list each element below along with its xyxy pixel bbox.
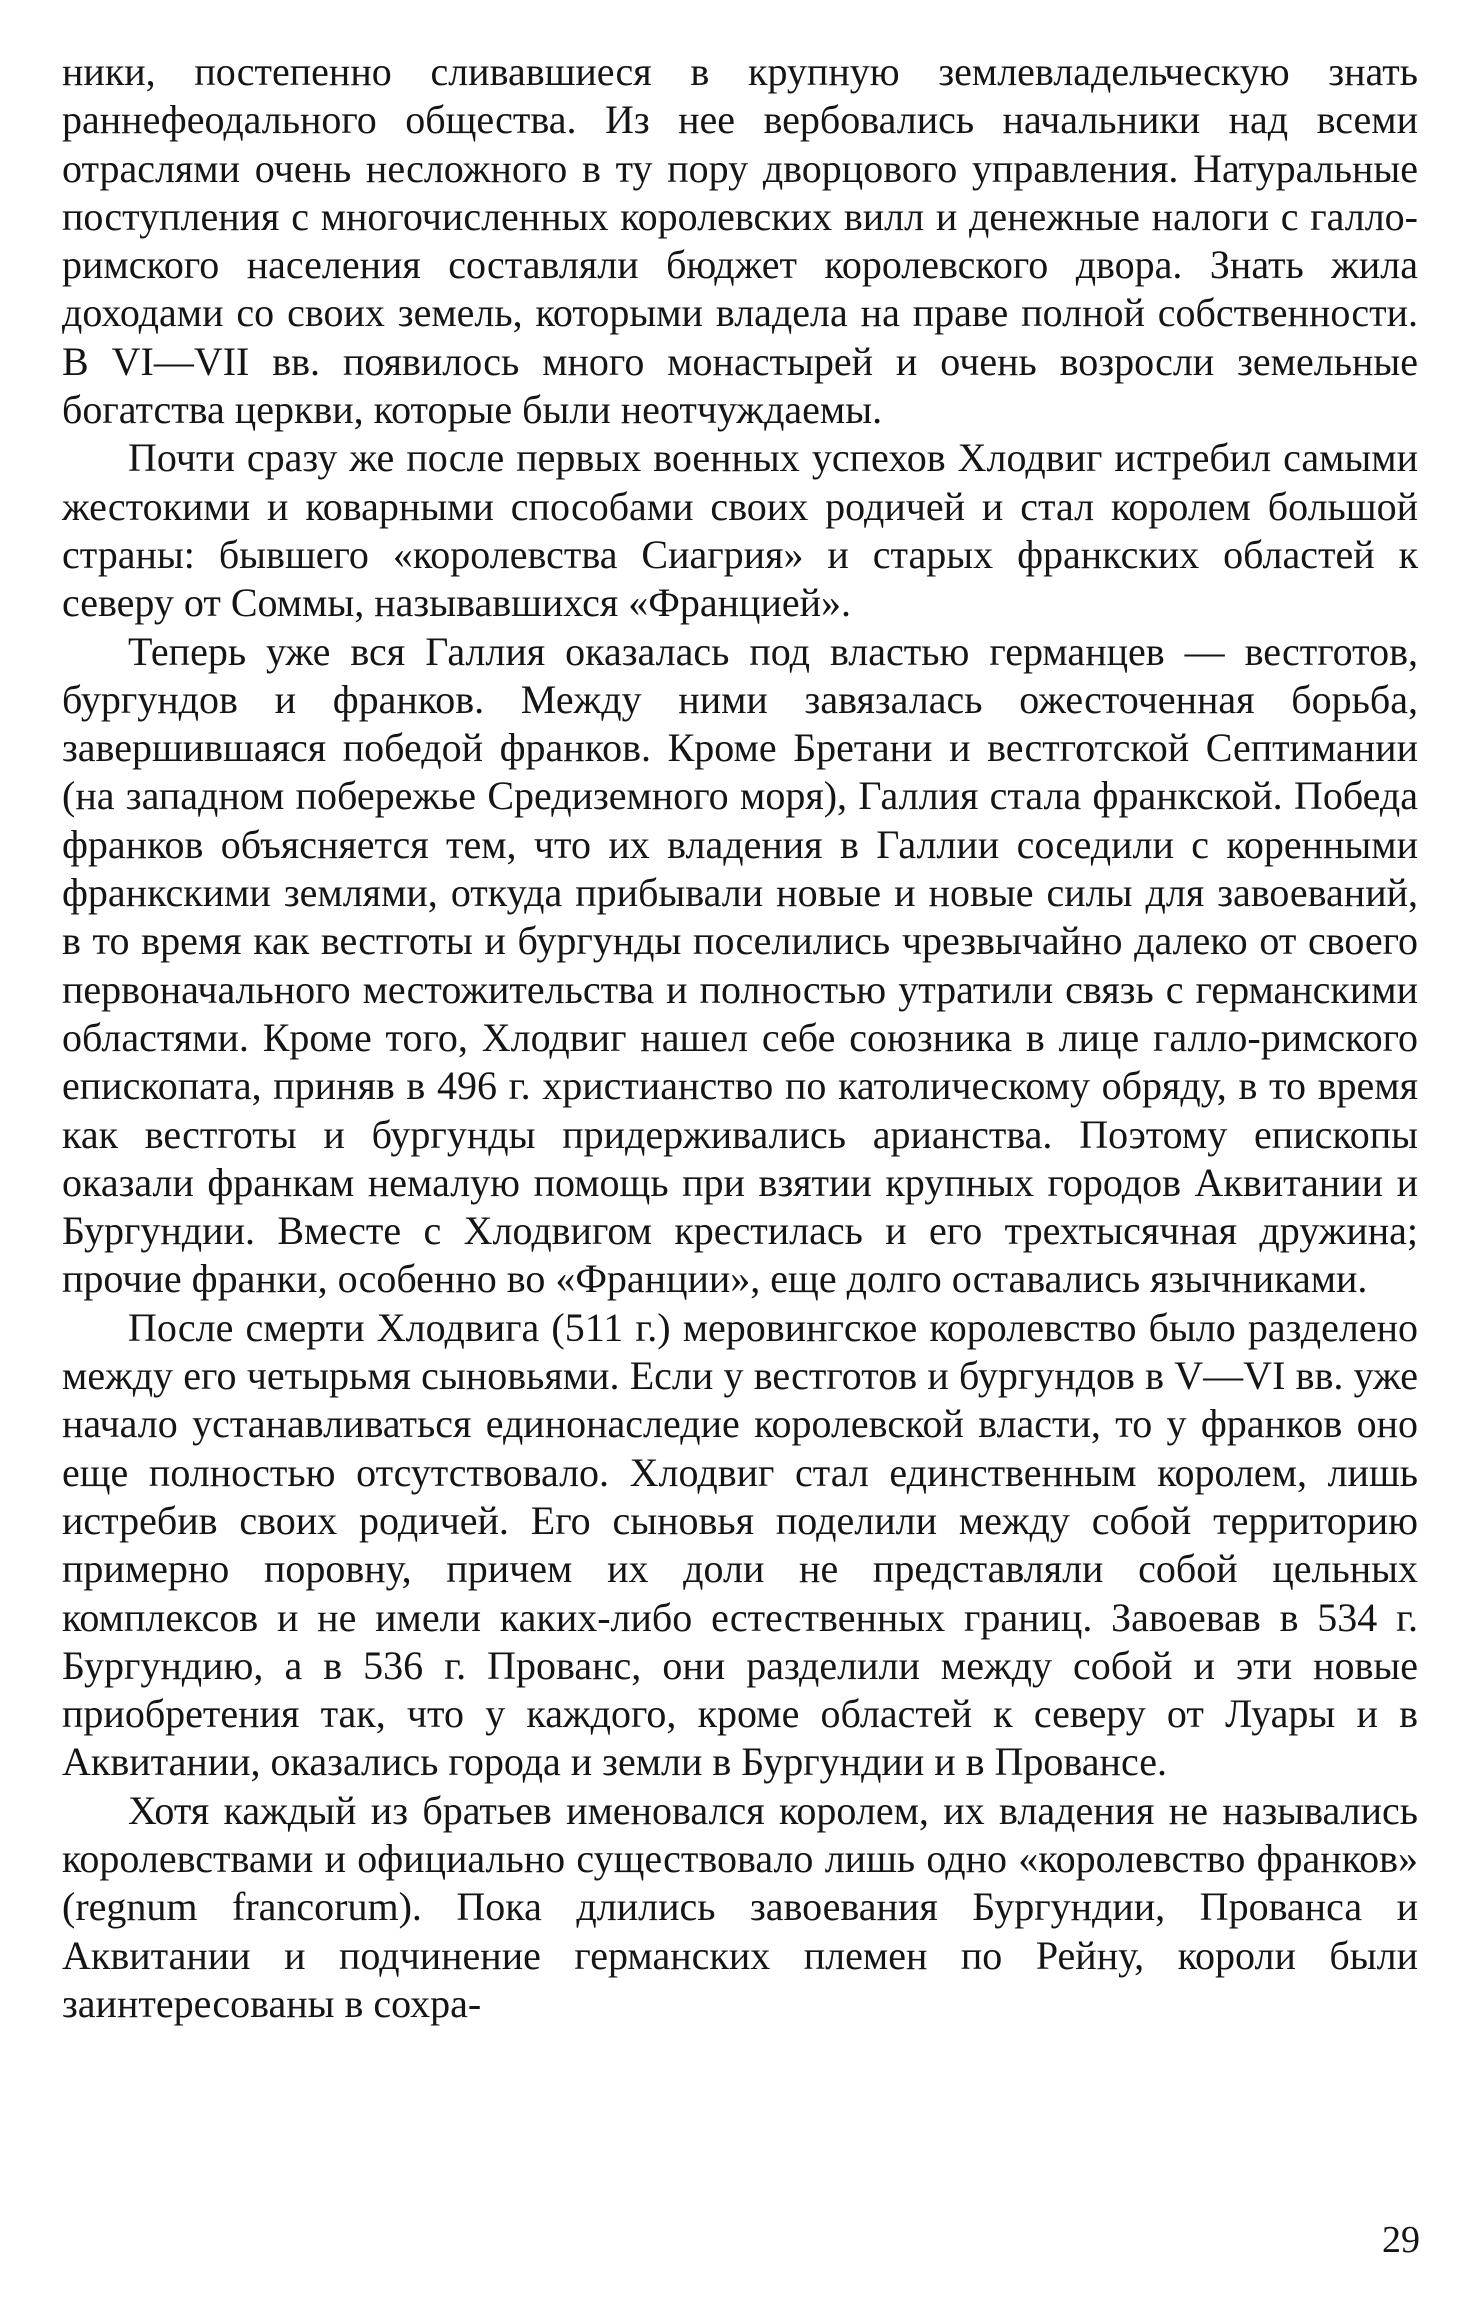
paragraph-4: После смерти Хлодвига (511 г.) меровингское королевство было разделено между его четырьмя сыновьями. Если у вестготов и бургундов в V—VI вв. уже начало устанавливаться единонаследие королевской власти, то у франков оно еще полностью отсутствовало. Хлодвиг стал единственным королем, лишь истребив своих родичей. Его сыновья поделили между собой территорию примерно поровну, причем их доли не представляли собой цельных комплексов и не имели каких-либо естественных границ. Завоевав в 534 г. Бургундию, а в 536 г. Прованс, они разделили между собой и эти новые приобретения так, что у каждого, кроме областей к северу от Луары и в Аквитании, оказались города и земли в Бургундии и в Провансе.: [62, 1304, 1418, 1785]
paragraph-1: ники, постепенно сливавшиеся в крупную землевладельческую знать раннефеодального общества. Из нее вербовались начальники над всеми отраслями очень несложного в ту пору дворцового управления. Натуральные поступления с многочисленных королевских вилл и денежные налоги с галло-римского населения составляли бюджет королевского двора. Знать жила доходами со своих земель, которыми владела на праве полной собственности. В VI—VII вв. появилось много монастырей и очень возросли земельные богатства церкви, которые были неотчуждаемы.: [62, 49, 1418, 433]
paragraph-5: Хотя каждый из братьев именовался королем, их владения не назывались королевствами и официально существовало лишь одно «королевство франков» (regnum francorum). Пока длились завоевания Бургундии, Прованса и Аквитании и подчинение германских племен по Рейну, короли были заинтересованы в сохра-: [62, 1787, 1418, 2026]
page-number: 29: [1382, 2219, 1420, 2261]
paragraph-3: Теперь уже вся Галлия оказалась под властью германцев — вестготов, бургундов и франков. Между ними завязалась ожесточенная борьба, завершившаяся победой франков. Кроме Бретани и вестготской Септимании (на западном побережье Средиземного моря), Галлия стала франкской. Победа франков объясняется тем, что их владения в Галлии соседили с коренными франкскими землями, откуда прибывали новые и новые силы для завоеваний, в то время как вестготы и бургунды поселились чрезвычайно далеко от своего первоначального местожительства и полностью утратили связь с германскими областями. Кроме того, Хлодвиг нашел себе союзника в лице галло-римского епископата, приняв в 496 г. христианство по католическому обряду, в то время как вестготы и бургунды придерживались арианства. Поэтому епископы оказали франкам немалую помощь при взятии крупных городов Аквитании и Бургундии. Вместе с Хлодвигом крестилась и его трехтысячная дружина; прочие франки, особенно во «Франции», еще долго оставались язычниками.: [62, 628, 1418, 1302]
paragraph-2: Почти сразу же после первых военных успехов Хлодвиг истребил самыми жестокими и коварными способами своих родичей и стал королем большой страны: бывшего «королевства Сиагрия» и старых франкских областей к северу от Соммы, называвшихся «Францией».: [62, 435, 1418, 626]
page-text: [62, 48, 1418, 2028]
